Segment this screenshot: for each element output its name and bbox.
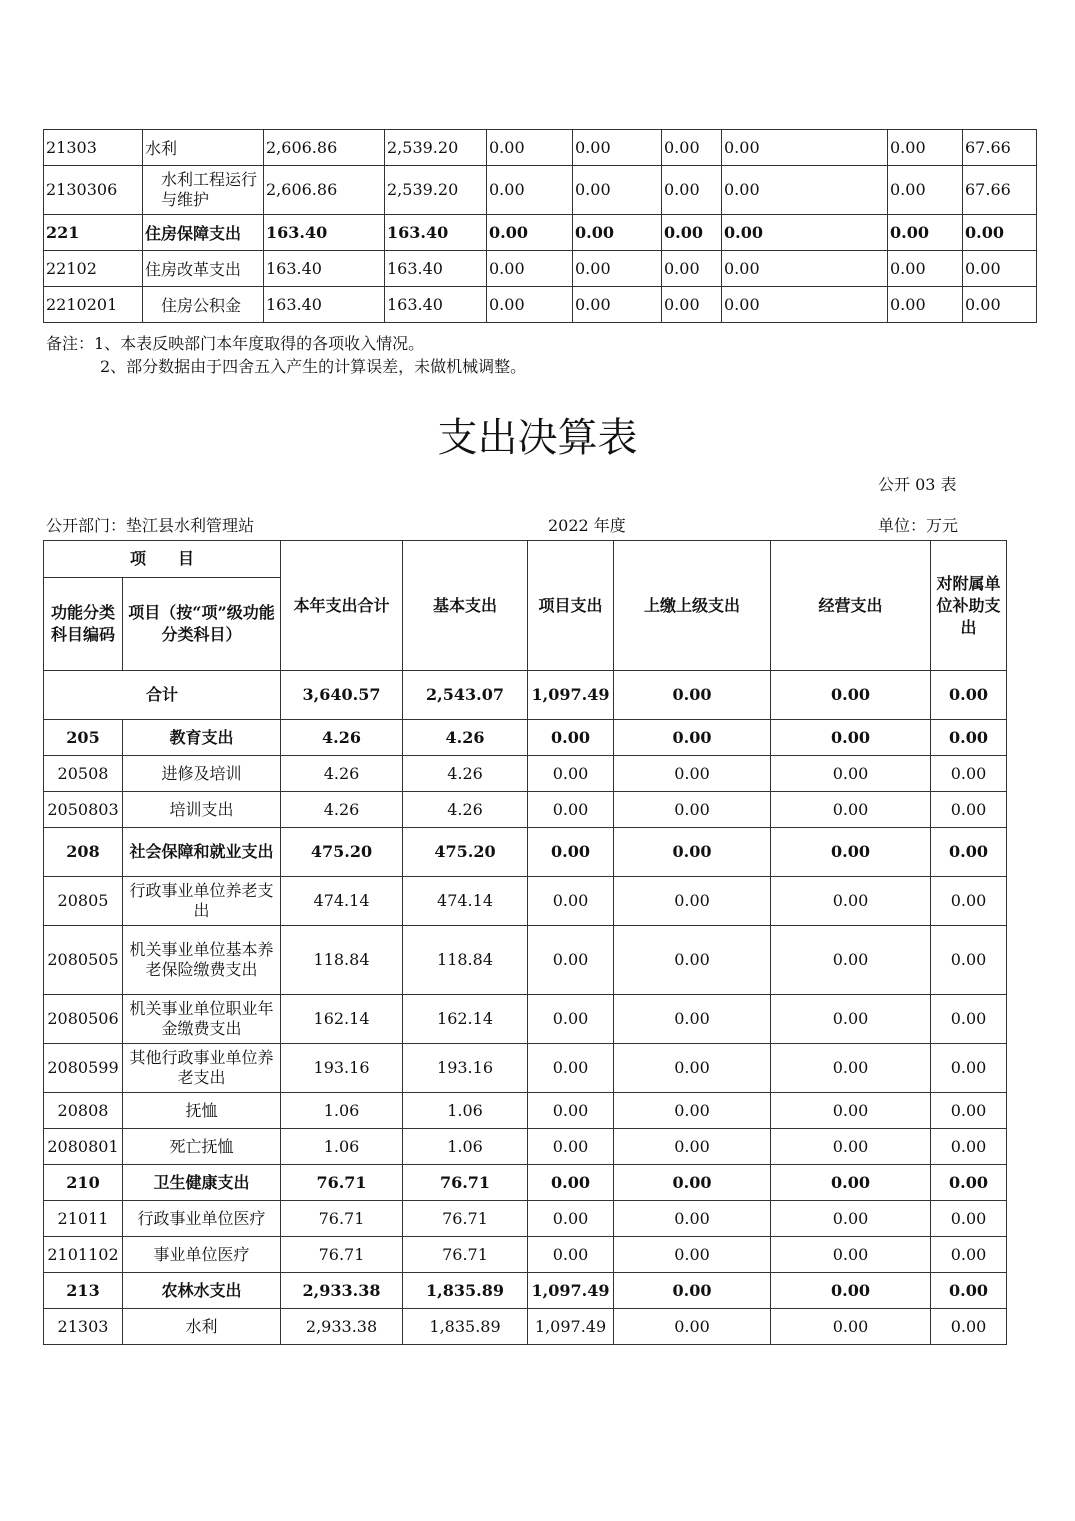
header-code: 功能分类科目编码 [44,578,123,671]
table-row: 213 农林水支出 2,933.38 1,835.89 1,097.49 0.00 0.00 0.00 [44,1273,1007,1309]
header-item: 项 目 [44,541,281,578]
header-project: 项目支出 [528,541,614,671]
year: 2022 年度 [548,516,626,535]
total-row: 合计 3,640.57 2,543.07 1,097.49 0.00 0.00 0.00 [44,671,1007,720]
note-line-1: 备注：1、本表反映部门本年度取得的各项收入情况。 [46,334,425,353]
table-row: 2130306 水利工程运行与维护 2,606.86 2,539.20 0.00 0.00 0.00 0.00 0.00 67.66 [44,166,1037,215]
table-row: 20805 行政事业单位养老支出 474.14 474.14 0.00 0.00 0.00 0.00 [44,877,1007,926]
header-name: 项目（按“项”级功能分类科目） [123,578,281,671]
department: 公开部门：垫江县水利管理站 [46,516,255,535]
header-business: 经营支出 [771,541,931,671]
table-row: 21303 水利 2,606.86 2,539.20 0.00 0.00 0.00 0.00 0.00 67.66 [44,130,1037,166]
table-row: 22102 住房改革支出 163.40 163.40 0.00 0.00 0.00 0.00 0.00 0.00 [44,251,1037,287]
table-row: 2101102 事业单位医疗 76.71 76.71 0.00 0.00 0.00 0.00 [44,1237,1007,1273]
table-row: 20808 抚恤 1.06 1.06 0.00 0.00 0.00 0.00 [44,1093,1007,1129]
page-title: 支出决算表 [437,415,638,461]
table-id: 公开 03 表 [878,475,957,494]
table-row: 21303 水利 2,933.38 1,835.89 1,097.49 0.00 0.00 0.00 [44,1309,1007,1345]
table-row: 20508 进修及培训 4.26 4.26 0.00 0.00 0.00 0.00 [44,756,1007,792]
table-row: 221 住房保障支出 163.40 163.40 0.00 0.00 0.00 0.00 0.00 0.00 [44,215,1037,251]
expenditure-table [43,540,1007,1345]
table-row: 210 卫生健康支出 76.71 76.71 0.00 0.00 0.00 0.00 [44,1165,1007,1201]
table-row: 2080599 其他行政事业单位养老支出 193.16 193.16 0.00 0.00 0.00 0.00 [44,1044,1007,1093]
header-upper: 上缴上级支出 [614,541,771,671]
table-row: 2080506 机关事业单位职业年金缴费支出 162.14 162.14 0.00 0.00 0.00 0.00 [44,995,1007,1044]
table-row: 2080505 机关事业单位基本养老保险缴费支出 118.84 118.84 0.00 0.00 0.00 0.00 [44,926,1007,995]
header-basic: 基本支出 [403,541,528,671]
table-row: 2080801 死亡抚恤 1.06 1.06 0.00 0.00 0.00 0.00 [44,1129,1007,1165]
table-row: 21011 行政事业单位医疗 76.71 76.71 0.00 0.00 0.00 0.00 [44,1201,1007,1237]
header-subsidy: 对附属单位补助支出 [931,541,1007,671]
header-total: 本年支出合计 [281,541,403,671]
unit: 单位：万元 [878,516,959,535]
table-row: 205 教育支出 4.26 4.26 0.00 0.00 0.00 0.00 [44,720,1007,756]
table-row: 208 社会保障和就业支出 475.20 475.20 0.00 0.00 0.00 0.00 [44,828,1007,877]
income-table-continued [43,129,1037,323]
table-row: 2210201 住房公积金 163.40 163.40 0.00 0.00 0.00 0.00 0.00 0.00 [44,287,1037,323]
table-row: 2050803 培训支出 4.26 4.26 0.00 0.00 0.00 0.00 [44,792,1007,828]
note-line-2: 2、部分数据由于四舍五入产生的计算误差，未做机械调整。 [100,357,527,376]
